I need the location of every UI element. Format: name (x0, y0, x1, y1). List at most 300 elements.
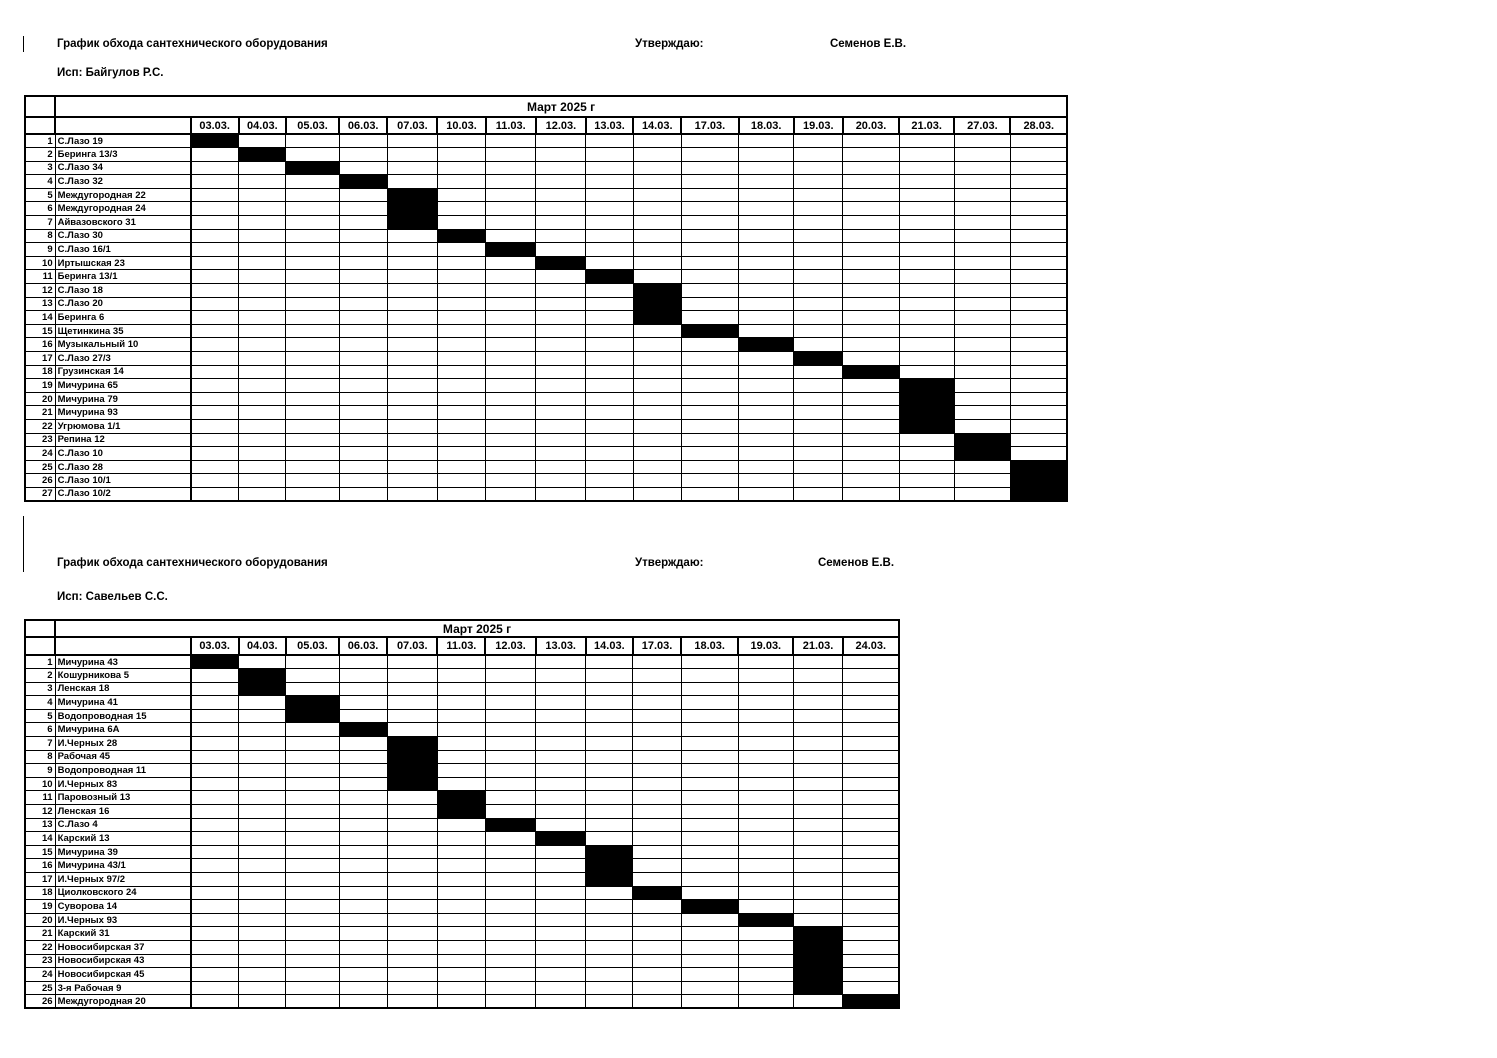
schedule-cell (536, 859, 586, 873)
schedule-cell (239, 818, 286, 832)
schedule-cell (633, 419, 681, 433)
date-header: 10.03. (437, 117, 485, 134)
schedule-cell (794, 365, 843, 379)
schedule-cell (437, 886, 485, 900)
schedule-cell (387, 845, 437, 859)
date-header: 04.03. (239, 117, 286, 134)
schedule-cell (239, 338, 286, 352)
scheduled-cell (738, 913, 793, 927)
schedule-cell (681, 818, 738, 832)
schedule-cell (633, 900, 681, 914)
schedule-cell (586, 737, 633, 751)
table-row (25, 148, 1067, 162)
schedule-cell (286, 655, 339, 669)
schedule-cell (586, 338, 633, 352)
schedule-cell (387, 433, 437, 447)
schedule-cell (437, 474, 485, 488)
schedule-cell (843, 447, 899, 461)
schedule-cell (1010, 148, 1067, 162)
table-row (25, 655, 899, 669)
schedule-cell (793, 791, 842, 805)
schedule-cell (681, 805, 738, 819)
schedule-cell (586, 188, 633, 202)
schedule-cell (739, 324, 794, 338)
schedule-cell (485, 927, 535, 941)
schedule-cell (191, 764, 239, 778)
schedule1-approver: Семенов Е.В. (830, 38, 907, 50)
address-cell: Ленская 16 (55, 805, 190, 819)
schedule-cell (191, 709, 239, 723)
schedule-cell (738, 968, 793, 982)
schedule-cell (793, 805, 842, 819)
schedule-cell (739, 447, 794, 461)
schedule-cell (739, 148, 794, 162)
schedule-cell (794, 338, 843, 352)
row-number: 7 (25, 216, 55, 230)
schedule-cell (387, 954, 437, 968)
schedule-cell (954, 487, 1010, 501)
schedule-cell (191, 859, 239, 873)
table-row (25, 243, 1067, 257)
schedule-cell (536, 696, 586, 710)
schedule-cell (899, 134, 954, 148)
schedule-cell (339, 655, 387, 669)
date-header: 14.03. (633, 117, 681, 134)
table-row (25, 968, 899, 982)
schedule-cell (437, 270, 485, 284)
schedule-cell (486, 229, 536, 243)
date-header: 28.03. (1010, 117, 1067, 134)
schedule-cell (286, 392, 339, 406)
schedule-cell (437, 995, 485, 1009)
row-number: 20 (25, 392, 55, 406)
schedule-cell (286, 832, 339, 846)
row-number: 20 (25, 913, 55, 927)
schedule-cell (339, 845, 387, 859)
schedule-cell (739, 365, 794, 379)
schedule-cell (191, 696, 239, 710)
schedule-cell (286, 900, 339, 914)
schedule-cell (633, 338, 681, 352)
schedule-cell (681, 311, 738, 325)
address-cell: Междугородная 22 (55, 188, 190, 202)
schedule-cell (485, 655, 535, 669)
address-cell: С.Лазо 34 (55, 161, 190, 175)
schedule-cell (191, 352, 239, 366)
schedule-cell (485, 954, 535, 968)
schedule-cell (239, 723, 286, 737)
schedule-cell (1010, 419, 1067, 433)
schedule-cell (339, 188, 387, 202)
schedule-cell (536, 954, 586, 968)
schedule-cell (286, 365, 339, 379)
schedule-cell (239, 270, 286, 284)
schedule-cell (437, 256, 485, 270)
schedule-cell (794, 433, 843, 447)
schedule-cell (239, 392, 286, 406)
schedule-cell (239, 981, 286, 995)
schedule-cell (536, 338, 586, 352)
schedule-cell (954, 188, 1010, 202)
schedule1-performer: Исп: Байгулов Р.С. (57, 67, 164, 79)
schedule-cell (954, 419, 1010, 433)
schedule-cell (339, 709, 387, 723)
scheduled-cell (586, 859, 633, 873)
row-number: 6 (25, 723, 55, 737)
schedule-cell (586, 900, 633, 914)
schedule-cell (387, 134, 437, 148)
schedule-cell (633, 859, 681, 873)
schedule-cell (485, 791, 535, 805)
schedule-cell (681, 655, 738, 669)
schedule-cell (485, 845, 535, 859)
table-row (25, 900, 899, 914)
schedule-cell (437, 832, 485, 846)
schedule-cell (536, 723, 586, 737)
schedule-cell (633, 365, 681, 379)
schedule-cell (191, 297, 239, 311)
address-cell: Беринга 13/1 (55, 270, 190, 284)
schedule-cell (843, 229, 899, 243)
schedule-cell (633, 845, 681, 859)
schedule-cell (239, 777, 286, 791)
schedule-cell (339, 487, 387, 501)
schedule-cell (586, 161, 633, 175)
row-number: 23 (25, 954, 55, 968)
schedule-cell (485, 900, 535, 914)
scheduled-cell (286, 161, 339, 175)
margin-line-top (23, 36, 24, 52)
schedule-cell (843, 791, 899, 805)
schedule-cell (286, 270, 339, 284)
schedule-cell (191, 284, 239, 298)
scheduled-cell (954, 447, 1010, 461)
schedule-cell (387, 419, 437, 433)
row-number: 3 (25, 161, 55, 175)
schedule-cell (681, 487, 738, 501)
schedule-cell (633, 148, 681, 162)
scheduled-cell (536, 256, 586, 270)
schedule-cell (239, 474, 286, 488)
corner-cell (25, 96, 55, 117)
schedule-cell (633, 968, 681, 982)
schedule-cell (633, 324, 681, 338)
schedule-cell (485, 669, 535, 683)
schedule-cell (339, 216, 387, 230)
schedule-cell (536, 311, 586, 325)
schedule-cell (286, 750, 339, 764)
schedule-cell (486, 270, 536, 284)
schedule-cell (633, 202, 681, 216)
table-row (25, 270, 1067, 284)
schedule-cell (954, 392, 1010, 406)
schedule-cell (191, 777, 239, 791)
schedule-cell (339, 134, 387, 148)
table-row (25, 297, 1067, 311)
schedule-cell (633, 913, 681, 927)
scheduled-cell (793, 954, 842, 968)
schedule-cell (633, 474, 681, 488)
schedule-cell (387, 859, 437, 873)
schedule-cell (239, 696, 286, 710)
schedule-cell (536, 406, 586, 420)
schedule-cell (899, 324, 954, 338)
schedule-cell (239, 188, 286, 202)
schedule-cell (387, 338, 437, 352)
schedule-cell (633, 188, 681, 202)
schedule-cell (954, 338, 1010, 352)
schedule-cell (286, 818, 339, 832)
row-number: 4 (25, 696, 55, 710)
table-row (25, 682, 899, 696)
schedule-cell (1010, 324, 1067, 338)
table-row (25, 419, 1067, 433)
schedule-cell (633, 229, 681, 243)
schedule-cell (738, 818, 793, 832)
schedule-cell (681, 954, 738, 968)
scheduled-cell (437, 229, 485, 243)
table-row (25, 134, 1067, 148)
row-number: 9 (25, 243, 55, 257)
schedule-cell (286, 927, 339, 941)
schedule-cell (486, 365, 536, 379)
table-row (25, 913, 899, 927)
schedule-cell (843, 419, 899, 433)
schedule-cell (339, 940, 387, 954)
schedule-cell (899, 175, 954, 189)
schedule-cell (437, 202, 485, 216)
schedule-cell (954, 243, 1010, 257)
schedule-cell (586, 352, 633, 366)
schedule-cell (899, 474, 954, 488)
schedule-cell (191, 270, 239, 284)
schedule-cell (339, 669, 387, 683)
schedule-cell (191, 805, 239, 819)
schedule-cell (387, 696, 437, 710)
schedule-cell (843, 709, 899, 723)
schedule-cell (954, 406, 1010, 420)
address-cell: Угрюмова 1/1 (55, 419, 190, 433)
schedule-cell (681, 256, 738, 270)
schedule-cell (1010, 216, 1067, 230)
schedule-cell (843, 270, 899, 284)
schedule-cell (536, 284, 586, 298)
schedule-cell (437, 655, 485, 669)
date-header: 20.03. (843, 117, 899, 134)
schedule-cell (633, 750, 681, 764)
schedule-cell (843, 379, 899, 393)
schedule-cell (1010, 311, 1067, 325)
address-cell: И.Черных 28 (55, 737, 190, 751)
schedule-cell (191, 392, 239, 406)
table-row (25, 311, 1067, 325)
schedule-cell (387, 311, 437, 325)
schedule-cell (586, 324, 633, 338)
address-cell: И.Черных 97/2 (55, 873, 190, 887)
schedule-cell (633, 995, 681, 1009)
row-number: 17 (25, 352, 55, 366)
schedule-cell (387, 324, 437, 338)
schedule-cell (387, 487, 437, 501)
schedule-cell (387, 270, 437, 284)
schedule-cell (586, 764, 633, 778)
schedule-cell (739, 474, 794, 488)
schedule-cell (191, 927, 239, 941)
schedule-cell (738, 750, 793, 764)
schedule-cell (239, 927, 286, 941)
table-row (25, 175, 1067, 189)
schedule-cell (437, 188, 485, 202)
schedule-cell (286, 474, 339, 488)
address-cell: Паровозный 13 (55, 791, 190, 805)
schedule-cell (633, 447, 681, 461)
schedule-cell (339, 406, 387, 420)
schedule-cell (681, 968, 738, 982)
scheduled-cell (633, 284, 681, 298)
schedule-cell (794, 284, 843, 298)
schedule-cell (339, 202, 387, 216)
schedule-cell (681, 927, 738, 941)
schedule-cell (536, 188, 586, 202)
schedule-cell (954, 352, 1010, 366)
schedule-cell (954, 216, 1010, 230)
schedule-cell (286, 338, 339, 352)
schedule-cell (739, 270, 794, 284)
schedule2-performer: Исп: Савельев С.С. (57, 591, 168, 603)
schedule-cell (633, 134, 681, 148)
schedule-cell (843, 284, 899, 298)
schedule-cell (286, 723, 339, 737)
row-number: 22 (25, 940, 55, 954)
schedule-cell (339, 433, 387, 447)
row-number: 22 (25, 419, 55, 433)
address-cell: Мичурина 93 (55, 406, 190, 420)
schedule-cell (437, 723, 485, 737)
schedule-cell (586, 243, 633, 257)
schedule-cell (387, 995, 437, 1009)
schedule-cell (536, 270, 586, 284)
schedule-cell (239, 859, 286, 873)
schedule-cell (536, 460, 586, 474)
schedule-cell (339, 352, 387, 366)
table-row (25, 954, 899, 968)
schedule-cell (586, 832, 633, 846)
table-row (25, 981, 899, 995)
schedule-cell (191, 338, 239, 352)
schedule-cell (586, 709, 633, 723)
scheduled-cell (485, 818, 535, 832)
schedule-cell (586, 886, 633, 900)
schedule-cell (1010, 188, 1067, 202)
scheduled-cell (681, 324, 738, 338)
schedule-cell (339, 460, 387, 474)
schedule-cell (681, 723, 738, 737)
scheduled-cell (633, 297, 681, 311)
schedule-cell (536, 764, 586, 778)
schedule-cell (681, 940, 738, 954)
date-header: 17.03. (681, 117, 738, 134)
row-number: 19 (25, 379, 55, 393)
schedule-cell (486, 284, 536, 298)
schedule-cell (486, 474, 536, 488)
schedule-cell (1010, 161, 1067, 175)
schedule-cell (794, 406, 843, 420)
schedule-cell (387, 805, 437, 819)
schedule-cell (191, 175, 239, 189)
schedule-cell (586, 311, 633, 325)
row-number: 2 (25, 148, 55, 162)
schedule-cell (794, 243, 843, 257)
schedule-cell (739, 419, 794, 433)
schedule-cell (738, 873, 793, 887)
table-row (25, 750, 899, 764)
address-cell: Беринга 6 (55, 311, 190, 325)
schedule-cell (387, 682, 437, 696)
schedule-cell (239, 229, 286, 243)
scheduled-cell (387, 188, 437, 202)
schedule-cell (633, 940, 681, 954)
schedule-cell (486, 392, 536, 406)
schedule-cell (586, 447, 633, 461)
schedule-cell (239, 954, 286, 968)
row-number: 15 (25, 845, 55, 859)
schedule-cell (1010, 270, 1067, 284)
schedule-cell (681, 669, 738, 683)
schedule-cell (286, 433, 339, 447)
schedule-cell (793, 655, 842, 669)
table-row (25, 216, 1067, 230)
row-number: 16 (25, 338, 55, 352)
schedule-cell (586, 669, 633, 683)
schedule-cell (339, 873, 387, 887)
schedule-cell (843, 832, 899, 846)
schedule-cell (536, 777, 586, 791)
schedule-cell (586, 682, 633, 696)
row-number: 7 (25, 737, 55, 751)
schedule-cell (485, 859, 535, 873)
schedule-cell (191, 433, 239, 447)
schedule-cell (339, 791, 387, 805)
schedule-cell (536, 229, 586, 243)
schedule-cell (191, 791, 239, 805)
schedule-cell (387, 981, 437, 995)
scheduled-cell (1010, 460, 1067, 474)
schedule-cell (843, 338, 899, 352)
address-cell: Мичурина 41 (55, 696, 190, 710)
schedule-cell (239, 845, 286, 859)
schedule-cell (681, 913, 738, 927)
schedule-cell (899, 270, 954, 284)
scheduled-cell (739, 338, 794, 352)
schedule-cell (954, 148, 1010, 162)
schedule-cell (738, 805, 793, 819)
schedule-cell (738, 764, 793, 778)
schedule-cell (286, 669, 339, 683)
schedule-cell (239, 419, 286, 433)
schedule-cell (339, 981, 387, 995)
schedule-cell (239, 886, 286, 900)
schedule-cell (738, 777, 793, 791)
schedule-cell (843, 175, 899, 189)
schedule-cell (633, 256, 681, 270)
schedule-cell (681, 859, 738, 873)
schedule-cell (899, 188, 954, 202)
row-number: 12 (25, 805, 55, 819)
schedule-cell (954, 379, 1010, 393)
schedule-cell (286, 379, 339, 393)
schedule-cell (387, 148, 437, 162)
schedule-cell (586, 365, 633, 379)
